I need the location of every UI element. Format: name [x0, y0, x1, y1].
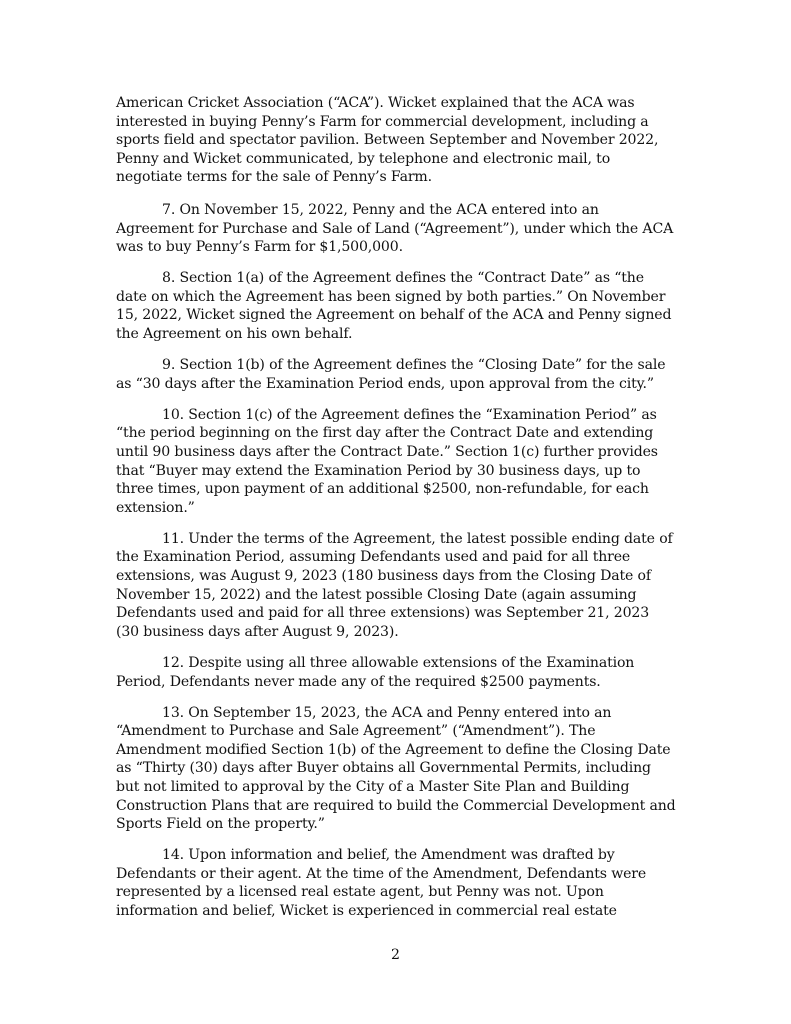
page-number: 2 — [391, 947, 400, 963]
paragraph-9: 9. Section 1(b) of the Agreement defines the “Closing Date” for the sale as “30 days after the Examination Period ends, upon approval from the city.” — [116, 357, 666, 392]
paragraph-continuation: American Cricket Association (“ACA”). Wicket explained that the ACA was interested in buying Penny’s Farm for commercial development, including a sports field and spectator pavilion. Between September and November 2022, Penny and Wicket communicated, by telephone and electronic mail, to negotiate terms for the sale of Penny’s Farm. — [116, 95, 659, 186]
paragraph-14: 14. Upon information and belief, the Amendment was drafted by Defendants or their agent. At the time of the Amendment, Defendants were represented by a licensed real estate agent, but Penny was not. Upon information and belief, Wicket is experienced in commercial real estate — [116, 847, 647, 920]
document-body — [116, 94, 676, 933]
paragraph-13: 13. On September 15, 2023, the ACA and Penny entered into an “Amendment to Purchase and Sale Agreement” (“Amendment”). The Amendment modified Section 1(b) of the Agreement to define the Closing Date as “Thirty (30) days after Buyer obtains all Governmental Permits, including but not limited to approval by the City of a Master Site Plan and Building Construction Plans that are required to build the Commercial Development and Sports Field on the property.” — [116, 704, 676, 833]
paragraph-8: 8. Section 1(a) of the Agreement defines the “Contract Date” as “the date on which the Agreement has been signed by both parties.” On November 15, 2022, Wicket signed the Agreement on behalf of the ACA and Penny signed the Agreement on his own behalf. — [116, 270, 672, 343]
paragraph-10: 10. Section 1(c) of the Agreement defines the “Examination Period” as “the period beginning on the first day after the Contract Date and extending until 90 business days after the Contract Date.” Section 1(c) further provides that “Buyer may extend the Examination Period by 30 business days, up to three times, upon payment of an additional $2500, non-refundable, for each extension.” — [116, 406, 658, 516]
paragraph-11: 11. Under the terms of the Agreement, the latest possible ending date of the Examination Period, assuming Defendants used and paid for all three extensions, was August 9, 2023 (180 business days from the Closing Date of November 15, 2022) and the latest possible Closing Date (again assuming Defendants used and paid for all three extensions) was September 21, 2023 (30 business days after August 9, 2023). — [116, 530, 673, 640]
paragraph-12: 12. Despite using all three allowable extensions of the Examination Period, Defendants never made any of the required $2500 payments. — [116, 654, 635, 690]
paragraph-7: 7. On November 15, 2022, Penny and the ACA entered into an Agreement for Purchase and Sale of Land (“Agreement”), under which the ACA was to buy Penny’s Farm for $1,500,000. — [116, 201, 674, 256]
